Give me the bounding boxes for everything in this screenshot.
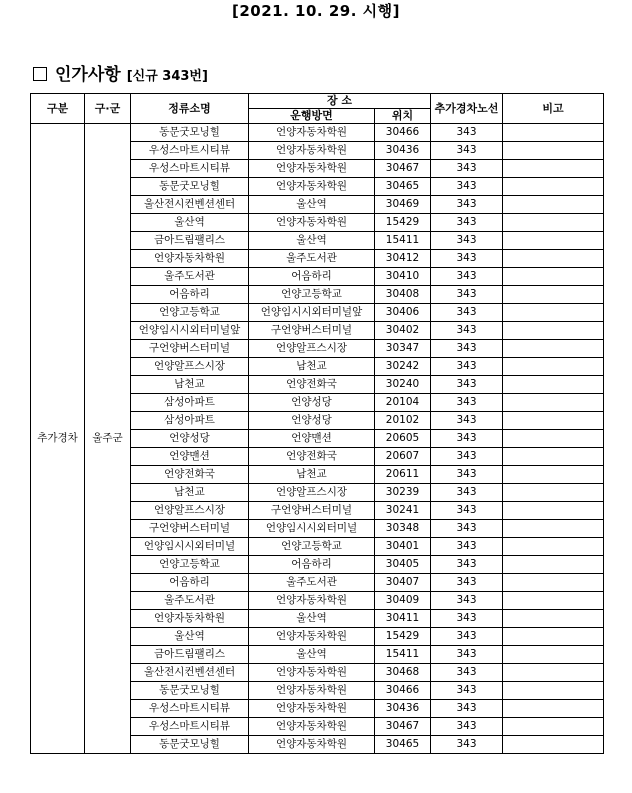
stop-name-cell: 언양임시시외터미널앞 <box>131 322 249 340</box>
stop-name-cell: 우성스마트시티뷰 <box>131 700 249 718</box>
position-cell: 30239 <box>375 484 431 502</box>
route-cell: 343 <box>431 124 503 142</box>
route-cell: 343 <box>431 430 503 448</box>
remarks-cell <box>503 592 604 610</box>
header-remarks: 비고 <box>503 94 604 124</box>
route-cell: 343 <box>431 160 503 178</box>
stop-name-cell: 울산역 <box>131 628 249 646</box>
stop-name-cell: 언양전화국 <box>131 466 249 484</box>
stop-name-cell: 언양자동차학원 <box>131 610 249 628</box>
direction-cell: 언양알프스시장 <box>249 484 375 502</box>
header-division: 구분 <box>31 94 85 124</box>
remarks-cell <box>503 610 604 628</box>
stop-name-cell: 우성스마트시티뷰 <box>131 160 249 178</box>
direction-cell: 구언양버스터미널 <box>249 322 375 340</box>
direction-cell: 언양자동차학원 <box>249 718 375 736</box>
stop-name-cell: 우성스마트시티뷰 <box>131 718 249 736</box>
remarks-cell <box>503 628 604 646</box>
remarks-cell <box>503 502 604 520</box>
route-cell: 343 <box>431 700 503 718</box>
remarks-cell <box>503 646 604 664</box>
remarks-cell <box>503 736 604 754</box>
route-cell: 343 <box>431 340 503 358</box>
direction-cell: 언양자동차학원 <box>249 214 375 232</box>
position-cell: 30436 <box>375 142 431 160</box>
position-cell: 30347 <box>375 340 431 358</box>
header-stop-name: 정류소명 <box>131 94 249 124</box>
remarks-cell <box>503 214 604 232</box>
route-cell: 343 <box>431 268 503 286</box>
stop-name-cell: 구언양버스터미널 <box>131 340 249 358</box>
direction-cell: 언양성당 <box>249 394 375 412</box>
route-cell: 343 <box>431 664 503 682</box>
stop-name-cell: 동문굿모닝힐 <box>131 736 249 754</box>
stop-name-cell: 언양성당 <box>131 430 249 448</box>
position-cell: 15411 <box>375 646 431 664</box>
stop-name-cell: 언양알프스시장 <box>131 502 249 520</box>
effective-date: [2021. 10. 29. 시행] <box>232 2 400 20</box>
direction-cell: 언양자동차학원 <box>249 628 375 646</box>
direction-cell: 어음하리 <box>249 268 375 286</box>
position-cell: 30469 <box>375 196 431 214</box>
position-cell: 30240 <box>375 376 431 394</box>
position-cell: 20104 <box>375 394 431 412</box>
direction-cell: 울산역 <box>249 610 375 628</box>
route-cell: 343 <box>431 466 503 484</box>
direction-cell: 언양자동차학원 <box>249 142 375 160</box>
route-cell: 343 <box>431 196 503 214</box>
position-cell: 30436 <box>375 700 431 718</box>
route-cell: 343 <box>431 646 503 664</box>
remarks-cell <box>503 160 604 178</box>
route-cell: 343 <box>431 538 503 556</box>
direction-cell: 남천교 <box>249 358 375 376</box>
position-cell: 20611 <box>375 466 431 484</box>
route-cell: 343 <box>431 142 503 160</box>
route-cell: 343 <box>431 232 503 250</box>
stop-name-cell: 금아드림팰리스 <box>131 646 249 664</box>
remarks-cell <box>503 430 604 448</box>
position-cell: 30467 <box>375 160 431 178</box>
remarks-cell <box>503 412 604 430</box>
stop-name-cell: 남천교 <box>131 376 249 394</box>
route-cell: 343 <box>431 358 503 376</box>
remarks-cell <box>503 232 604 250</box>
remarks-cell <box>503 286 604 304</box>
remarks-cell <box>503 376 604 394</box>
route-cell: 343 <box>431 286 503 304</box>
route-cell: 343 <box>431 556 503 574</box>
route-cell: 343 <box>431 214 503 232</box>
stop-name-cell: 어음하리 <box>131 574 249 592</box>
stop-name-cell: 남천교 <box>131 484 249 502</box>
direction-cell: 언양임시시외터미널 <box>249 520 375 538</box>
route-cell: 343 <box>431 610 503 628</box>
position-cell: 20605 <box>375 430 431 448</box>
header-direction: 운행방면 <box>249 109 375 124</box>
remarks-cell <box>503 484 604 502</box>
section-title: 인가사항 <box>55 65 121 85</box>
direction-cell: 언양성당 <box>249 412 375 430</box>
route-cell: 343 <box>431 574 503 592</box>
route-cell: 343 <box>431 448 503 466</box>
remarks-cell <box>503 448 604 466</box>
direction-cell: 어음하리 <box>249 556 375 574</box>
header-route: 추가경차노선 <box>431 94 503 124</box>
position-cell: 30465 <box>375 736 431 754</box>
position-cell: 30466 <box>375 124 431 142</box>
position-cell: 30242 <box>375 358 431 376</box>
remarks-cell <box>503 556 604 574</box>
position-cell: 30407 <box>375 574 431 592</box>
position-cell: 30241 <box>375 502 431 520</box>
position-cell: 15411 <box>375 232 431 250</box>
direction-cell: 울산역 <box>249 232 375 250</box>
stop-name-cell: 금아드림팰리스 <box>131 232 249 250</box>
direction-cell: 언양자동차학원 <box>249 124 375 142</box>
position-cell: 30348 <box>375 520 431 538</box>
stop-name-cell: 동문굿모닝힐 <box>131 178 249 196</box>
remarks-cell <box>503 250 604 268</box>
route-cell: 343 <box>431 250 503 268</box>
position-cell: 15429 <box>375 214 431 232</box>
direction-cell: 언양자동차학원 <box>249 682 375 700</box>
position-cell: 30408 <box>375 286 431 304</box>
route-cell: 343 <box>431 412 503 430</box>
remarks-cell <box>503 394 604 412</box>
section-note: [신규 343번] <box>126 69 208 84</box>
direction-cell: 언양자동차학원 <box>249 700 375 718</box>
direction-cell: 언양전화국 <box>249 448 375 466</box>
remarks-cell <box>503 466 604 484</box>
direction-cell: 울산역 <box>249 196 375 214</box>
table-row <box>31 124 604 142</box>
stop-name-cell: 울산전시컨벤션센터 <box>131 196 249 214</box>
division-cell: 추가경차 <box>31 124 85 754</box>
remarks-cell <box>503 718 604 736</box>
direction-cell: 언양임시시외터미널앞 <box>249 304 375 322</box>
stop-name-cell: 언양고등학교 <box>131 304 249 322</box>
remarks-cell <box>503 358 604 376</box>
position-cell: 30401 <box>375 538 431 556</box>
direction-cell: 언양자동차학원 <box>249 160 375 178</box>
stop-name-cell: 언양고등학교 <box>131 556 249 574</box>
direction-cell: 언양전화국 <box>249 376 375 394</box>
remarks-cell <box>503 142 604 160</box>
stop-name-cell: 울산전시컨벤션센터 <box>131 664 249 682</box>
direction-cell: 구언양버스터미널 <box>249 502 375 520</box>
checkbox-icon <box>33 67 47 81</box>
route-cell: 343 <box>431 304 503 322</box>
position-cell: 30410 <box>375 268 431 286</box>
position-cell: 20607 <box>375 448 431 466</box>
direction-cell: 언양자동차학원 <box>249 736 375 754</box>
position-cell: 20102 <box>375 412 431 430</box>
stop-name-cell: 울주도서관 <box>131 268 249 286</box>
route-cell: 343 <box>431 682 503 700</box>
remarks-cell <box>503 322 604 340</box>
position-cell: 30405 <box>375 556 431 574</box>
remarks-cell <box>503 178 604 196</box>
remarks-cell <box>503 124 604 142</box>
position-cell: 30468 <box>375 664 431 682</box>
stop-name-cell: 우성스마트시티뷰 <box>131 142 249 160</box>
stop-name-cell: 언양자동차학원 <box>131 250 249 268</box>
header-location: 장 소 <box>249 94 431 109</box>
route-cell: 343 <box>431 520 503 538</box>
route-cell: 343 <box>431 484 503 502</box>
direction-cell: 언양자동차학원 <box>249 178 375 196</box>
route-cell: 343 <box>431 628 503 646</box>
remarks-cell <box>503 664 604 682</box>
position-cell: 30402 <box>375 322 431 340</box>
stop-name-cell: 울주도서관 <box>131 592 249 610</box>
position-cell: 30412 <box>375 250 431 268</box>
position-cell: 30467 <box>375 718 431 736</box>
direction-cell: 언양자동차학원 <box>249 592 375 610</box>
stop-name-cell: 구언양버스터미널 <box>131 520 249 538</box>
remarks-cell <box>503 340 604 358</box>
route-cell: 343 <box>431 718 503 736</box>
direction-cell: 언양고등학교 <box>249 286 375 304</box>
stop-name-cell: 동문굿모닝힐 <box>131 682 249 700</box>
direction-cell: 언양알프스시장 <box>249 340 375 358</box>
remarks-cell <box>503 700 604 718</box>
direction-cell: 울주도서관 <box>249 574 375 592</box>
direction-cell: 언양자동차학원 <box>249 664 375 682</box>
remarks-cell <box>503 538 604 556</box>
remarks-cell <box>503 268 604 286</box>
position-cell: 30411 <box>375 610 431 628</box>
stop-name-cell: 언양맨션 <box>131 448 249 466</box>
route-cell: 343 <box>431 592 503 610</box>
direction-cell: 남천교 <box>249 466 375 484</box>
position-cell: 30465 <box>375 178 431 196</box>
direction-cell: 울주도서관 <box>249 250 375 268</box>
route-table <box>30 93 604 754</box>
direction-cell: 울산역 <box>249 646 375 664</box>
stop-name-cell: 삼성아파트 <box>131 412 249 430</box>
stop-name-cell: 어음하리 <box>131 286 249 304</box>
remarks-cell <box>503 520 604 538</box>
route-cell: 343 <box>431 736 503 754</box>
position-cell: 15429 <box>375 628 431 646</box>
header-district: 구·군 <box>85 94 131 124</box>
stop-name-cell: 삼성아파트 <box>131 394 249 412</box>
route-cell: 343 <box>431 376 503 394</box>
position-cell: 30409 <box>375 592 431 610</box>
section-heading <box>33 60 208 85</box>
remarks-cell <box>503 304 604 322</box>
remarks-cell <box>503 196 604 214</box>
stop-name-cell: 울산역 <box>131 214 249 232</box>
header-position: 위치 <box>375 109 431 124</box>
route-cell: 343 <box>431 178 503 196</box>
route-cell: 343 <box>431 394 503 412</box>
remarks-cell <box>503 682 604 700</box>
route-cell: 343 <box>431 502 503 520</box>
position-cell: 30466 <box>375 682 431 700</box>
stop-name-cell: 동문굿모닝힐 <box>131 124 249 142</box>
route-cell: 343 <box>431 322 503 340</box>
remarks-cell <box>503 574 604 592</box>
stop-name-cell: 언양임시시외터미널 <box>131 538 249 556</box>
district-cell: 울주군 <box>85 124 131 754</box>
direction-cell: 언양고등학교 <box>249 538 375 556</box>
position-cell: 30406 <box>375 304 431 322</box>
stop-name-cell: 언양알프스시장 <box>131 358 249 376</box>
direction-cell: 언양맨션 <box>249 430 375 448</box>
